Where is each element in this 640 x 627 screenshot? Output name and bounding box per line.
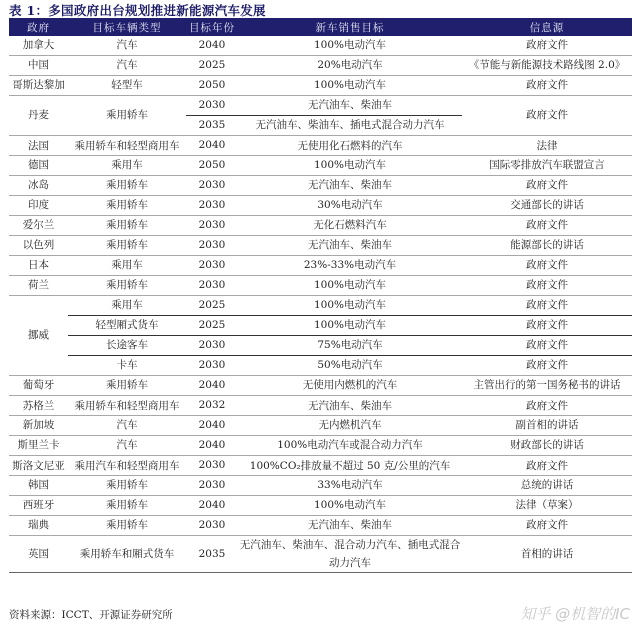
table-row (9, 496, 632, 516)
sales-target-cell: 100%电动汽车 (238, 76, 462, 96)
table-title: 表 1：多国政府出台规划推进新能源汽车发展 (9, 3, 266, 18)
sales-target-cell: 100%电动汽车 (238, 496, 462, 516)
vehicle-type-cell: 轻型车 (68, 76, 186, 96)
target-year-cell: 2040 (186, 496, 238, 516)
vehicle-type-cell: 乘用轿车 (68, 196, 186, 216)
target-year-cell: 2030 (186, 256, 238, 276)
vehicle-type-cell: 乘用轿车和厢式货车 (68, 536, 186, 573)
target-year-cell: 2030 (186, 516, 238, 536)
country-cell: 德国 (9, 156, 68, 176)
country-cell: 丹麦 (9, 96, 68, 136)
target-year-cell: 2040 (186, 416, 238, 436)
target-year-cell: 2040 (186, 36, 238, 56)
watermark: 知乎 @机智的IC (520, 605, 630, 623)
sales-target-cell: 20%电动汽车 (238, 56, 462, 76)
target-year-cell: 2030 (186, 476, 238, 496)
country-cell: 日本 (9, 256, 68, 276)
vehicle-type-cell: 乘用汽车和轻型商用车 (68, 456, 186, 476)
vehicle-type-cell: 乘用车 (68, 156, 186, 176)
table-row (9, 456, 632, 476)
header-vehicle-type: 目标车辆类型 (68, 18, 186, 36)
vehicle-type-cell: 乘用轿车和轻型商用车 (68, 396, 186, 416)
country-cell: 挪威 (9, 296, 68, 376)
target-year-cell: 2040 (186, 436, 238, 456)
country-cell: 加拿大 (9, 36, 68, 56)
sales-target-cell: 无汽油车、柴油车 (238, 96, 462, 116)
source-cell: 财政部长的讲话 (462, 436, 632, 456)
vehicle-type-cell: 汽车 (68, 416, 186, 436)
table-header-row (9, 18, 632, 36)
source-cell: 政府文件 (462, 396, 632, 416)
vehicle-type-cell: 乘用轿车 (68, 96, 186, 136)
table-row (9, 296, 632, 316)
sales-target-cell: 无汽油车、柴油车 (238, 176, 462, 196)
vehicle-type-cell: 乘用轿车 (68, 236, 186, 256)
target-year-cell: 2035 (186, 116, 238, 136)
table-row (9, 36, 632, 56)
vehicle-type-cell: 轻型厢式货车 (68, 316, 186, 336)
table-row (9, 256, 632, 276)
sales-target-cell: 30%电动汽车 (238, 196, 462, 216)
table-row (9, 416, 632, 436)
country-cell: 新加坡 (9, 416, 68, 436)
table-row (9, 136, 632, 156)
sales-target-cell: 无汽油车、柴油车 (238, 396, 462, 416)
target-year-cell: 2030 (186, 456, 238, 476)
vehicle-type-cell: 乘用车 (68, 256, 186, 276)
policy-table (9, 18, 632, 573)
sales-target-cell: 100%电动汽车 (238, 316, 462, 336)
table-row (9, 96, 632, 116)
sales-target-cell: 75%电动汽车 (238, 336, 462, 356)
country-cell: 哥斯达黎加 (9, 76, 68, 96)
target-year-cell: 2032 (186, 396, 238, 416)
target-year-cell: 2035 (186, 536, 238, 573)
source-cell: 政府文件 (462, 356, 632, 376)
country-cell: 斯里兰卡 (9, 436, 68, 456)
target-year-cell: 2030 (186, 276, 238, 296)
source-cell: 首相的讲话 (462, 536, 632, 573)
table-row (9, 156, 632, 176)
sales-target-cell: 无汽油车、柴油车、插电式混合动力汽车 (238, 116, 462, 136)
source-cell: 政府文件 (462, 176, 632, 196)
source-cell: 政府文件 (462, 36, 632, 56)
sales-target-cell: 50%电动汽车 (238, 356, 462, 376)
target-year-cell: 2030 (186, 96, 238, 116)
country-cell: 韩国 (9, 476, 68, 496)
country-cell: 荷兰 (9, 276, 68, 296)
table-row (9, 356, 632, 376)
country-cell: 葡萄牙 (9, 376, 68, 396)
source-cell: 总统的讲话 (462, 476, 632, 496)
sales-target-cell: 100%电动汽车 (238, 156, 462, 176)
table-row (9, 376, 632, 396)
vehicle-type-cell: 卡车 (68, 356, 186, 376)
target-year-cell: 2040 (186, 136, 238, 156)
sales-target-cell: 23%-33%电动汽车 (238, 256, 462, 276)
sales-target-cell: 100%电动汽车 (238, 296, 462, 316)
sales-target-cell: 100%电动汽车 (238, 36, 462, 56)
sales-target-cell: 100%电动汽车或混合动力汽车 (238, 436, 462, 456)
header-source: 信息源 (462, 18, 632, 36)
source-cell: 政府文件 (462, 276, 632, 296)
vehicle-type-cell: 乘用轿车 (68, 216, 186, 236)
source-cell: 国际零排放汽车联盟宣言 (462, 156, 632, 176)
source-cell: 副首相的讲话 (462, 416, 632, 436)
source-cell: 政府文件 (462, 456, 632, 476)
vehicle-type-cell: 汽车 (68, 436, 186, 456)
country-cell: 印度 (9, 196, 68, 216)
country-cell: 英国 (9, 536, 68, 573)
source-cell: 政府文件 (462, 296, 632, 316)
vehicle-type-cell: 乘用轿车 (68, 516, 186, 536)
source-cell: 《节能与新能源技术路线图 2.0》 (462, 56, 632, 76)
country-cell: 斯洛文尼亚 (9, 456, 68, 476)
target-year-cell: 2040 (186, 376, 238, 396)
header-government: 政府 (9, 18, 68, 36)
country-cell: 爱尔兰 (9, 216, 68, 236)
table-row (9, 436, 632, 456)
country-cell: 冰岛 (9, 176, 68, 196)
target-year-cell: 2030 (186, 236, 238, 256)
header-target-year: 目标年份 (186, 18, 238, 36)
target-year-cell: 2030 (186, 356, 238, 376)
vehicle-type-cell: 乘用轿车 (68, 176, 186, 196)
vehicle-type-cell: 乘用轿车 (68, 276, 186, 296)
vehicle-type-cell: 乘用轿车 (68, 476, 186, 496)
sales-target-cell: 无内燃机汽车 (238, 416, 462, 436)
table-row (9, 76, 632, 96)
source-cell: 法律（草案） (462, 496, 632, 516)
source-cell: 主管出行的第一国务秘书的讲话 (462, 376, 632, 396)
vehicle-type-cell: 汽车 (68, 36, 186, 56)
vehicle-type-cell: 乘用轿车 (68, 376, 186, 396)
sales-target-cell: 无使用化石燃料的汽车 (238, 136, 462, 156)
source-cell: 政府文件 (462, 256, 632, 276)
vehicle-type-cell: 乘用轿车和轻型商用车 (68, 136, 186, 156)
source-cell: 政府文件 (462, 516, 632, 536)
source-cell: 法律 (462, 136, 632, 156)
sales-target-cell: 无汽油车、柴油车 (238, 516, 462, 536)
table-row (9, 236, 632, 256)
sales-target-cell: 无汽油车、柴油车 (238, 236, 462, 256)
table-row (9, 396, 632, 416)
sales-target-cell: 无使用内燃机的汽车 (238, 376, 462, 396)
source-cell: 能源部长的讲话 (462, 236, 632, 256)
source-cell: 政府文件 (462, 216, 632, 236)
table-row (9, 216, 632, 236)
vehicle-type-cell: 长途客车 (68, 336, 186, 356)
target-year-cell: 2030 (186, 216, 238, 236)
target-year-cell: 2025 (186, 316, 238, 336)
target-year-cell: 2030 (186, 176, 238, 196)
table-row (9, 276, 632, 296)
table-row (9, 196, 632, 216)
table-row (9, 56, 632, 76)
source-note: 资料来源：ICCT、开源证券研究所 (9, 609, 173, 621)
target-year-cell: 2050 (186, 76, 238, 96)
country-cell: 西班牙 (9, 496, 68, 516)
country-cell: 瑞典 (9, 516, 68, 536)
table-row (9, 516, 632, 536)
target-year-cell: 2030 (186, 196, 238, 216)
table-row (9, 536, 632, 573)
sales-target-cell: 33%电动汽车 (238, 476, 462, 496)
table-row (9, 176, 632, 196)
country-cell: 法国 (9, 136, 68, 156)
sales-target-cell: 100%电动汽车 (238, 276, 462, 296)
header-sales-target: 新车销售目标 (238, 18, 462, 36)
sales-target-cell: 无化石燃料汽车 (238, 216, 462, 236)
table-row (9, 476, 632, 496)
vehicle-type-cell: 乘用车 (68, 296, 186, 316)
country-cell: 中国 (9, 56, 68, 76)
country-cell: 苏格兰 (9, 396, 68, 416)
source-cell: 政府文件 (462, 336, 632, 356)
source-cell: 政府文件 (462, 316, 632, 336)
country-cell: 以色列 (9, 236, 68, 256)
target-year-cell: 2025 (186, 296, 238, 316)
source-cell: 政府文件 (462, 76, 632, 96)
sales-target-cell: 100%CO₂排放量不超过 50 克/公里的汽车 (238, 456, 462, 476)
target-year-cell: 2025 (186, 56, 238, 76)
source-cell: 交通部长的讲话 (462, 196, 632, 216)
source-cell: 政府文件 (462, 96, 632, 136)
vehicle-type-cell: 乘用轿车 (68, 496, 186, 516)
vehicle-type-cell: 汽车 (68, 56, 186, 76)
table-row (9, 316, 632, 336)
table-row (9, 336, 632, 356)
sales-target-cell: 无汽油车、柴油车、混合动力汽车、插电式混合动力汽车 (238, 536, 462, 573)
target-year-cell: 2050 (186, 156, 238, 176)
target-year-cell: 2030 (186, 336, 238, 356)
